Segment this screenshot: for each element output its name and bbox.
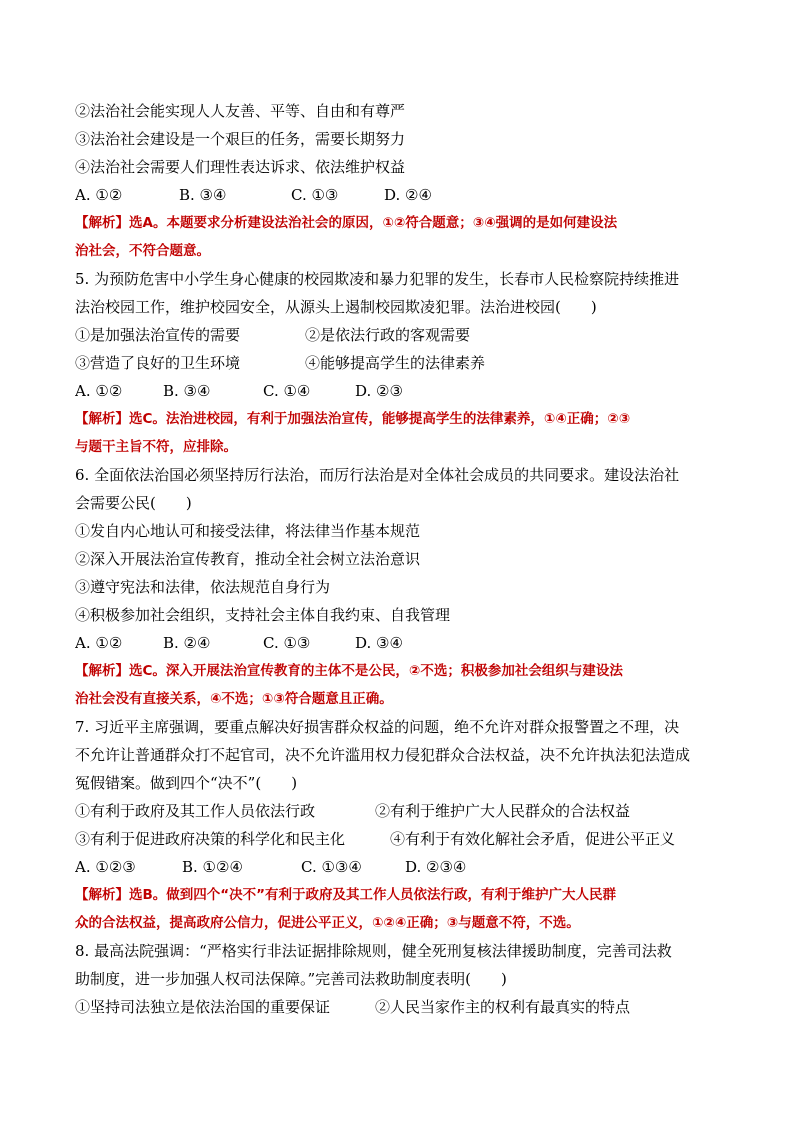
q5-item-4: ④能够提高学生的法律素养 xyxy=(305,354,486,372)
q6-option-d: D. ③④ xyxy=(355,634,403,652)
q7-option-b: B. ①②④ xyxy=(182,858,243,876)
q7-item-4: ④有利于有效化解社会矛盾，促进公平正义 xyxy=(390,830,676,848)
question-8 xyxy=(75,937,734,1021)
q7-item-1: ①有利于政府及其工作人员依法行政 xyxy=(75,802,316,820)
q4-analysis-line-2: 治社会，不符合题意。 xyxy=(75,243,210,259)
q5-option-c: C. ①④ xyxy=(263,382,311,400)
q4-option-a: A. ①② xyxy=(75,186,123,204)
question-7 xyxy=(75,713,734,937)
q5-item-1: ①是加强法治宣传的需要 xyxy=(75,326,241,344)
q4-item-3: ③法治社会建设是一个艰巨的任务，需要长期努力 xyxy=(75,130,406,148)
q5-option-b: B. ③④ xyxy=(163,382,211,400)
q4-item-2: ②法治社会能实现人人友善、平等、自由和有尊严 xyxy=(75,102,406,120)
q7-analysis-line-1: 【解析】选B。做到四个“决不”有利于政府及其工作人员依法行政，有利于维护广大人民群 xyxy=(75,887,617,903)
q5-items-row-2 xyxy=(75,349,734,377)
q6-stem-line-1: 6. 全面依法治国必须坚持厉行法治，而厉行法治是对全体社会成员的共同要求。建设法治社 xyxy=(75,466,680,484)
q7-items-row-1 xyxy=(75,797,734,825)
q5-option-a: A. ①② xyxy=(75,382,123,400)
q5-analysis-line-2: 与题干主旨不符，应排除。 xyxy=(75,439,237,455)
q7-stem-line-3: 冤假错案。做到四个“决不”( ) xyxy=(75,774,298,792)
q6-options xyxy=(75,629,734,657)
q4-option-b: B. ③④ xyxy=(179,186,227,204)
q7-analysis-line-2: 众的合法权益，提高政府公信力，促进公平正义，①②④正确；③与题意不符，不选。 xyxy=(75,915,580,931)
q6-item-3: ③遵守宪法和法律，依法规范自身行为 xyxy=(75,578,331,596)
q6-option-b: B. ②④ xyxy=(163,634,211,652)
q7-option-c: C. ①③④ xyxy=(301,858,362,876)
q8-stem-line-2: 助制度，进一步加强人权司法保障。”完善司法救助制度表明( ) xyxy=(75,970,507,988)
q7-options xyxy=(75,853,734,881)
q6-option-a: A. ①② xyxy=(75,634,123,652)
q8-items-row-1 xyxy=(75,993,734,1021)
q5-analysis-line-1: 【解析】选C。法治进校园，有利于加强法治宣传，能够提高学生的法律素养，①④正确；②③ xyxy=(75,411,631,427)
q7-items-row-2 xyxy=(75,825,734,853)
q8-item-1: ①坚持司法独立是依法治国的重要保证 xyxy=(75,998,331,1016)
q4-analysis-line-1: 【解析】选A。本题要求分析建设法治社会的原因，①②符合题意；③④强调的是如何建设法 xyxy=(75,215,618,231)
q4-option-d: D. ②④ xyxy=(384,186,432,204)
q6-item-4: ④积极参加社会组织，支持社会主体自我约束、自我管理 xyxy=(75,606,451,624)
q7-item-2: ②有利于维护广大人民群众的合法权益 xyxy=(375,802,631,820)
question-4 xyxy=(75,97,734,265)
q5-item-2: ②是依法行政的客观需要 xyxy=(305,326,471,344)
q6-item-2: ②深入开展法治宣传教育，推动全社会树立法治意识 xyxy=(75,550,421,568)
q5-options xyxy=(75,377,734,405)
q5-items-row-1 xyxy=(75,321,734,349)
question-5 xyxy=(75,265,734,461)
q5-item-3: ③营造了良好的卫生环境 xyxy=(75,354,241,372)
q4-item-4: ④法治社会需要人们理性表达诉求、依法维护权益 xyxy=(75,158,406,176)
q7-option-a: A. ①②③ xyxy=(75,858,136,876)
q6-analysis-line-2: 治社会没有直接关系，④不选；①③符合题意且正确。 xyxy=(75,691,393,707)
q6-stem-line-2: 会需要公民( ) xyxy=(75,494,192,512)
q6-analysis-line-1: 【解析】选C。深入开展法治宣传教育的主体不是公民，②不选；积极参加社会组织与建设法 xyxy=(75,663,623,679)
q8-stem-line-1: 8. 最高法院强调：“严格实行非法证据排除规则，健全死刑复核法律援助制度，完善司法救 xyxy=(75,942,672,960)
question-6 xyxy=(75,461,734,713)
q6-item-1: ①发自内心地认可和接受法律，将法律当作基本规范 xyxy=(75,522,421,540)
q5-stem-line-1: 5. 为预防危害中小学生身心健康的校园欺凌和暴力犯罪的发生，长春市人民检察院持续推进 xyxy=(75,270,680,288)
q8-item-2: ②人民当家作主的权利有最真实的特点 xyxy=(375,998,631,1016)
q5-stem-line-2: 法治校园工作，维护校园安全，从源头上遏制校园欺凌犯罪。法治进校园( ) xyxy=(75,298,597,316)
q7-option-d: D. ②③④ xyxy=(405,858,467,876)
q5-option-d: D. ②③ xyxy=(355,382,403,400)
q7-stem-line-2: 不允许让普通群众打不起官司，决不允许滥用权力侵犯群众合法权益，决不允许执法犯法造成 xyxy=(75,746,691,764)
q6-option-c: C. ①③ xyxy=(263,634,311,652)
q7-stem-line-1: 7. 习近平主席强调，要重点解决好损害群众权益的问题，绝不允许对群众报警置之不理，决 xyxy=(75,718,680,736)
q4-options xyxy=(75,181,734,209)
q7-item-3: ③有利于促进政府决策的科学化和民主化 xyxy=(75,830,346,848)
q4-option-c: C. ①③ xyxy=(291,186,339,204)
